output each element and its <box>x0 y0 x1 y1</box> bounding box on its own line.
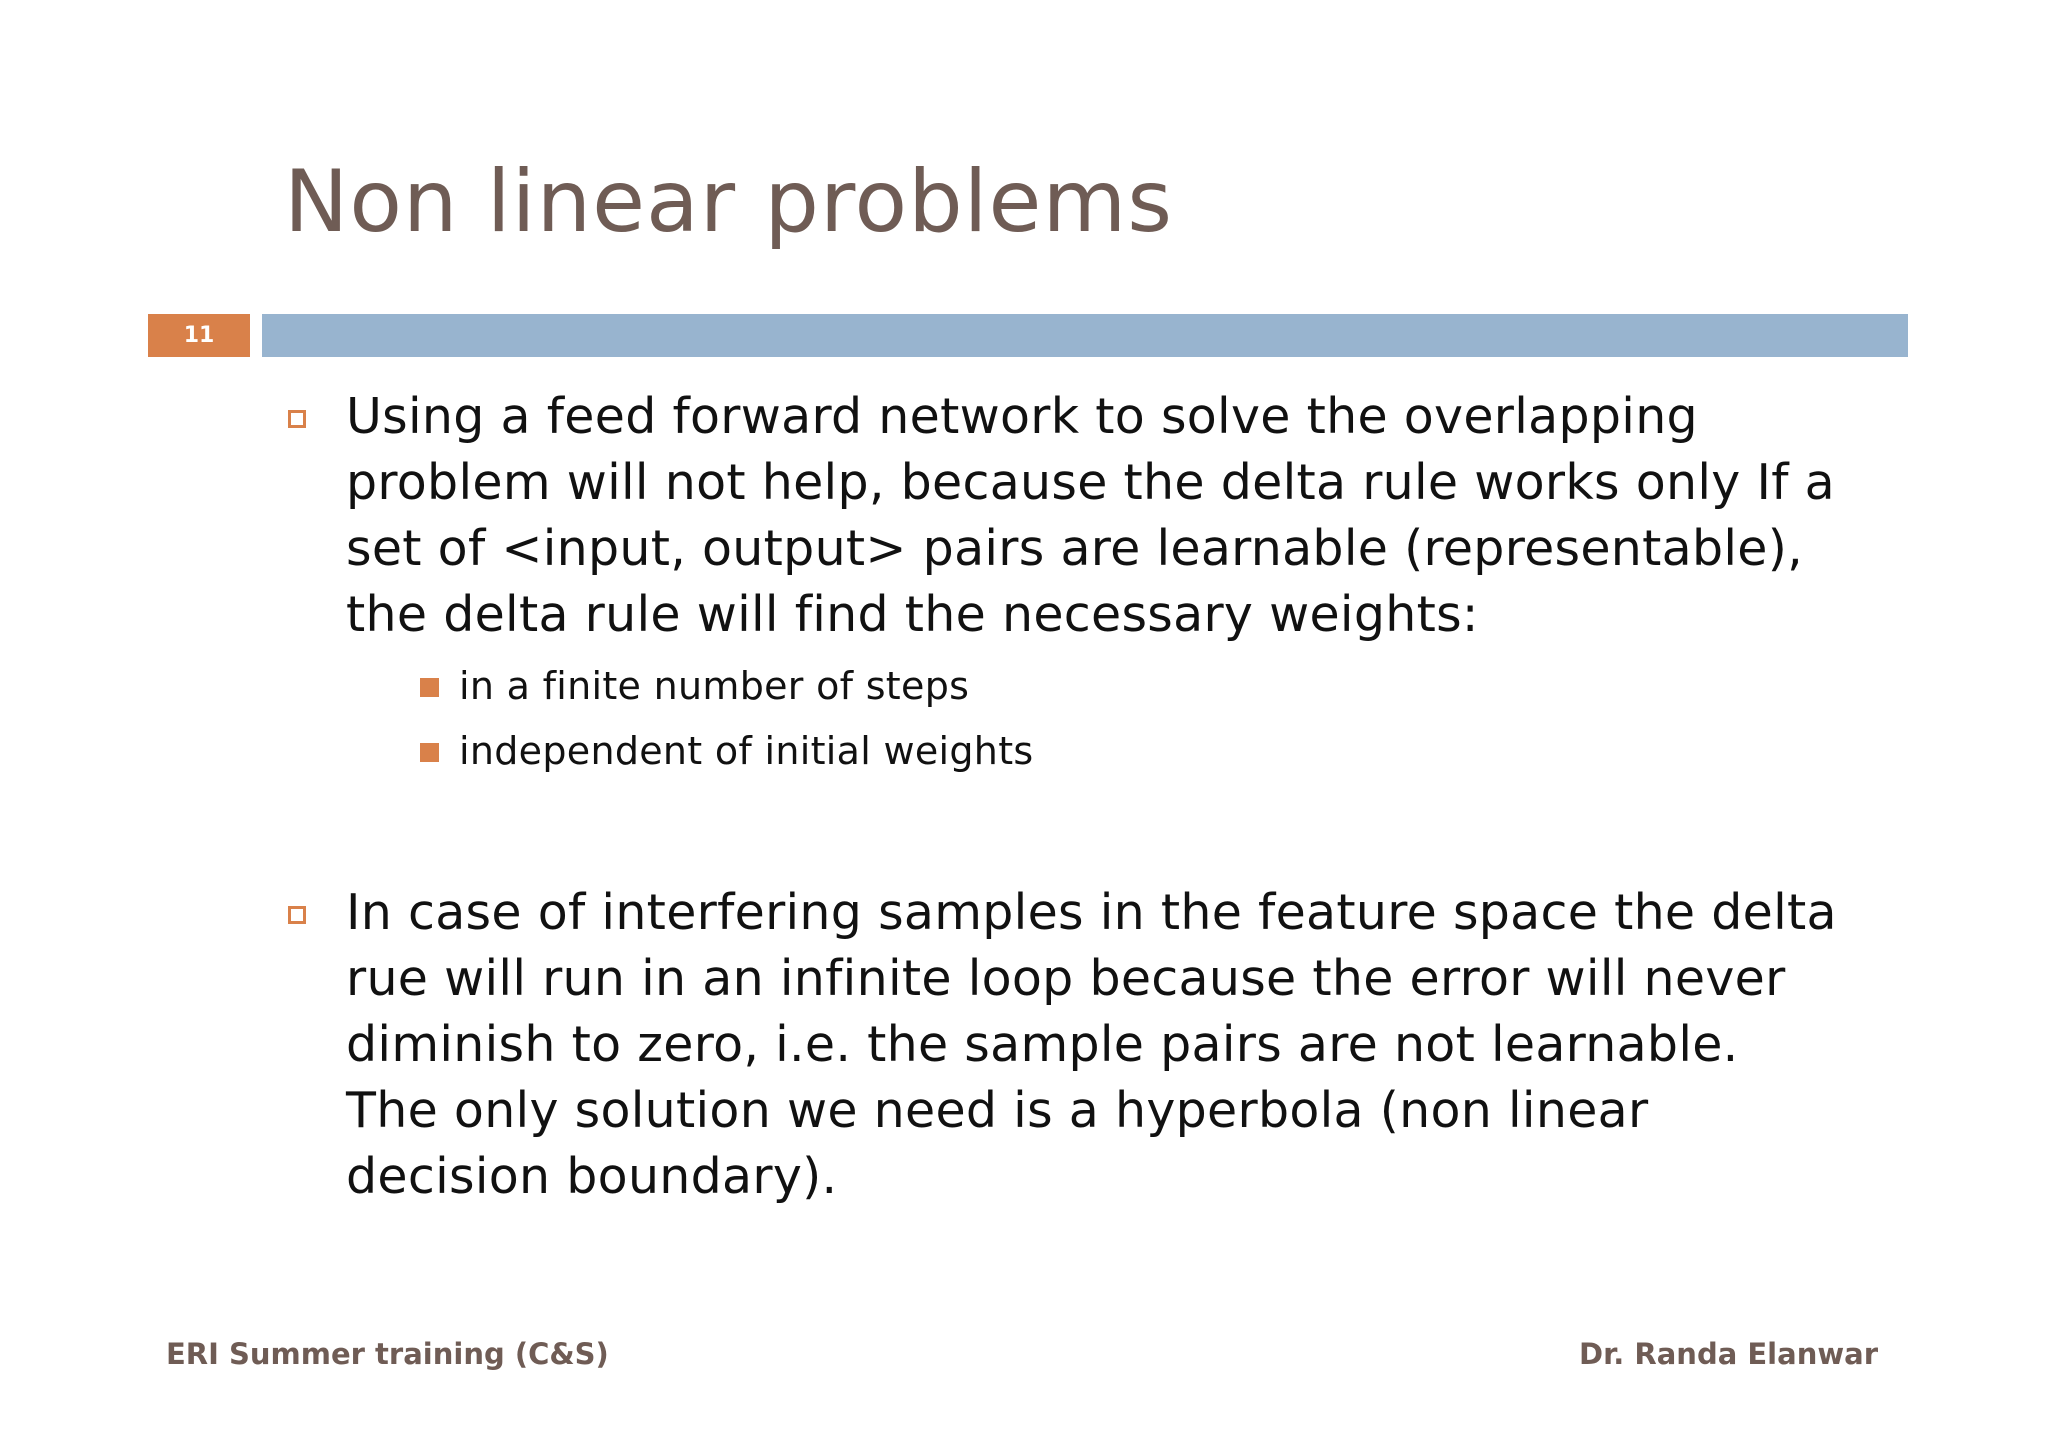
slide-number: 11 <box>148 314 250 357</box>
bullet-text: Using a feed forward network to solve the overlapping problem will not help, because the delta rule works only If a set of <input, output> pairs are learnable (representable), the delta rule will find the necessary weights: <box>346 388 1835 643</box>
footer-author-name: Dr. Randa Elanwar <box>1579 1337 1878 1371</box>
bullet-item-2 <box>284 880 1844 1210</box>
filled-square-bullet-icon <box>420 743 439 762</box>
filled-square-bullet-icon <box>420 678 439 697</box>
sub-bullet-item <box>284 654 1844 719</box>
sub-bullet-list <box>284 654 1844 784</box>
slide-title: Non linear problems <box>284 152 1174 252</box>
sub-bullet-item <box>284 719 1844 784</box>
sub-bullet-text: independent of initial weights <box>459 729 1034 773</box>
footer-course-name: ERI Summer training (C&S) <box>166 1337 609 1371</box>
sub-bullet-text: in a finite number of steps <box>459 664 970 708</box>
bullet-text: In case of interfering samples in the feature space the delta rue will run in an infinite loop because the error will never diminish to zero, i.e. the sample pairs are not learnable. The only solution we need is a hyperbola (non linear decision boundary). <box>346 884 1837 1205</box>
title-divider-bar <box>262 314 1908 357</box>
hollow-square-bullet-icon <box>288 410 306 428</box>
bullet-item-1 <box>284 384 1844 784</box>
hollow-square-bullet-icon <box>288 906 306 924</box>
